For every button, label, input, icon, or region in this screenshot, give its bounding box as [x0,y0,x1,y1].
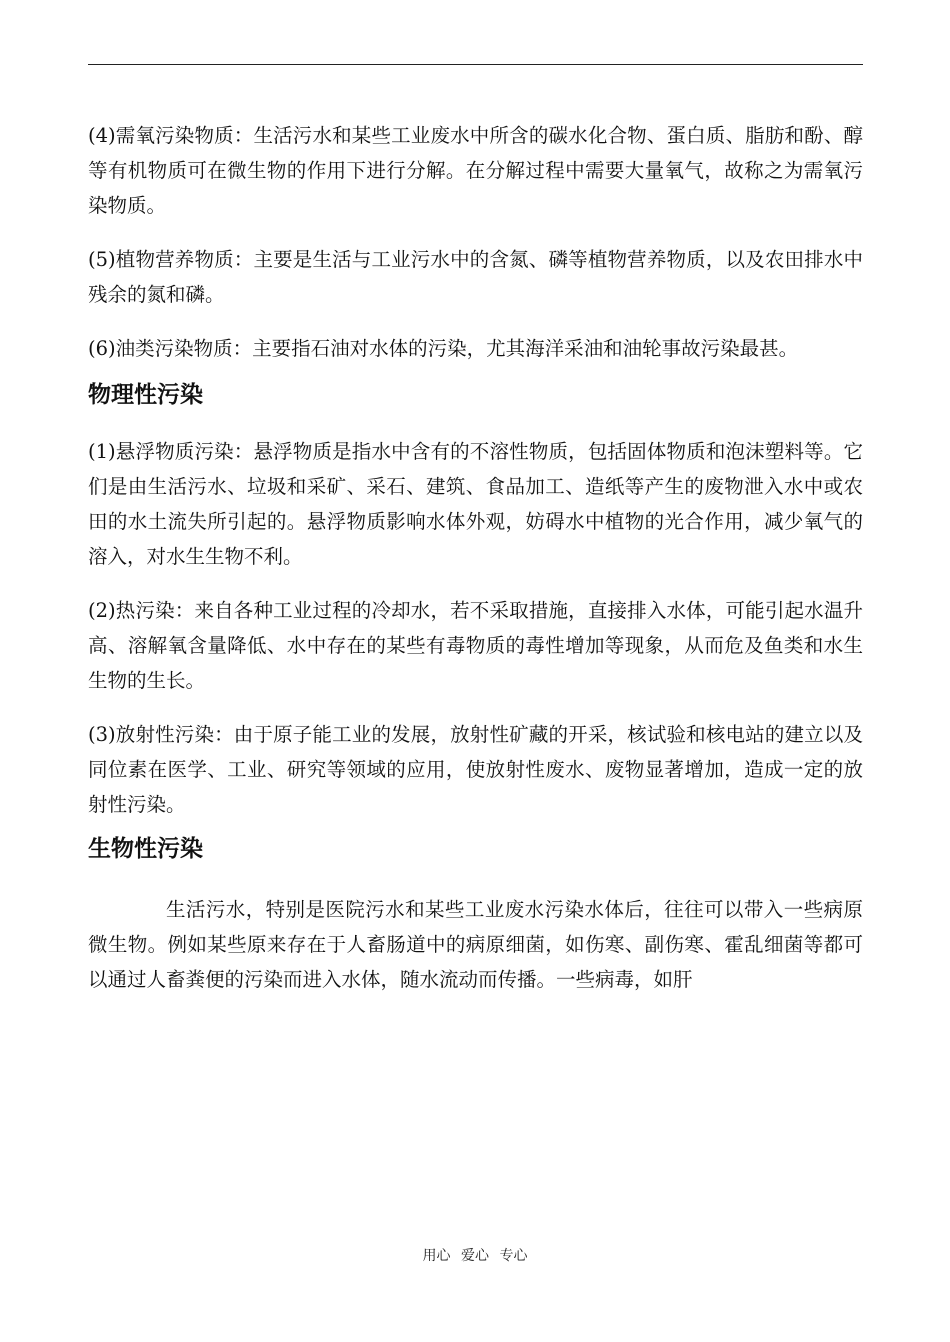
page-footer: 用心 爱心 专心 [422,1248,528,1264]
paragraph-radioactive-pollution: (3)放射性污染：由于原子能工业的发展，放射性矿藏的开采，核试验和核电站的建立以及同位素在医学、工业、研究等领域的应用，使放射性废水、废物显著增加，造成一定的放射性污染。 [88,723,863,816]
paragraph-suspended-solids: (1)悬浮物质污染：悬浮物质是指水中含有的不溶性物质，包括固体物质和泡沫塑料等。它们是由生活污水、垃圾和采矿、采石、建筑、食品加工、造纸等产生的废物泄入水中或农田的水土流失所引起的。悬浮物质影响水体外观，妨碍水中植物的光合作用，减少氧气的溶入，对水生生物不利。 [88,440,863,568]
heading-physical-pollution: 物理性污染 [88,382,203,408]
document-body [88,118,863,997]
paragraph-plant-nutrients: (5)植物营养物质：主要是生活与工业污水中的含氮、磷等植物营养物质，以及农田排水中残余的氮和磷。 [88,248,863,306]
paragraph-thermal-pollution: (2)热污染：来自各种工业过程的冷却水，若不采取措施，直接排入水体，可能引起水温升高、溶解氧含量降低、水中存在的某些有毒物质的毒性增加等现象，从而危及鱼类和水生生物的生长。 [88,599,863,692]
paragraph-oil-pollution: (6)油类污染物质：主要指石油对水体的污染，尤其海洋采油和油轮事故污染最甚。 [88,337,799,360]
heading-biological-pollution: 生物性污染 [88,836,203,862]
paragraph-oxygen-demanding: (4)需氧污染物质：生活污水和某些工业废水中所含的碳水化合物、蛋白质、脂肪和酚、醇等有机物质可在微生物的作用下进行分解。在分解过程中需要大量氧气，故称之为需氧污染物质。 [88,124,863,217]
paragraph-biological-pollution: 生活污水，特别是医院污水和某些工业废水污染水体后，往往可以带入一些病原微生物。例如某些原来存在于人畜肠道中的病原细菌，如伤寒、副伤寒、霍乱细菌等都可以通过人畜粪便的污染而进入水体，随水流动而传播。一些病毒，如肝 [88,898,863,991]
header-rule [88,64,863,65]
